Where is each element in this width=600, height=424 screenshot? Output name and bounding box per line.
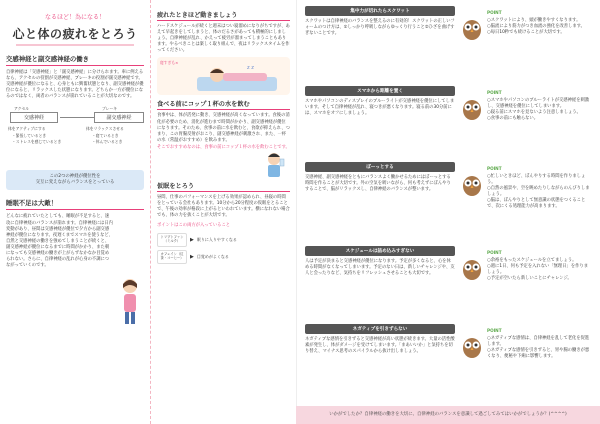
balance-callout xyxy=(6,170,144,190)
catch-copy: なるほど！為になる！ xyxy=(44,14,105,21)
point-line: ○脳流により筋力がつき血流の強化を改善します。 xyxy=(487,24,585,30)
mini-item xyxy=(157,233,290,247)
illust-caption: 寝すぎも× xyxy=(160,60,179,66)
point-line: ○忙しいときほど、ぼんやりする時間を作りましょう。 xyxy=(487,174,586,186)
point-line: ○余裕をもったスケジュールを立てましょう。 xyxy=(487,258,577,263)
section-title: 食べる前にコップ１杯の水を飲む xyxy=(157,99,290,110)
tip-body: ネガティブな感情を引きずると交感神経が高い状態が続きます。大量の活性酸素が発生し、体がダメージを受けてしまいます。「まあいいか」と気持ちを切り替え、マイナス思考のスパイラルから抜け出しましょう。 xyxy=(305,337,455,355)
tip-item xyxy=(305,6,592,82)
section-title: 仮眠をとろう xyxy=(157,181,290,192)
point-lines xyxy=(487,174,592,211)
point-line: ○毎日10秒でも続けることが大切です。 xyxy=(487,30,565,36)
mini-text: 目覚めがよくなる xyxy=(196,253,229,259)
footer-message: いかがでしたか？自律神経の働きを大切に、自律神経のバランスを意識して過ごしてみてはいかがでしょうか？(^^^^) xyxy=(296,406,600,424)
point-line: ○脳は、ぼんやりとして無意識の状態をつくることで、次にくる処理能力が高まります。 xyxy=(487,198,586,210)
sympathetic-sub: 体をアクティブにする xyxy=(8,126,46,132)
tip-item xyxy=(305,324,592,394)
accel-label: アクセル xyxy=(14,106,30,112)
owl-icon xyxy=(461,16,483,40)
point-line: ○自然の風景や、空を眺めたりしながらのんびりしましょう。 xyxy=(487,186,590,198)
tip-main xyxy=(305,6,455,82)
point-label: POINT xyxy=(487,166,502,171)
owl-icon xyxy=(461,256,483,280)
point-label: POINT xyxy=(487,90,502,95)
callout-line-1: この2つの神経が優位性を xyxy=(49,174,101,180)
tip-item xyxy=(305,86,592,158)
parasympathetic-item: ・休んでいるとき xyxy=(92,139,123,145)
section-title: 疲れたときほど動きましょう xyxy=(157,10,290,21)
tip-title-bar: スマホから距離を置く xyxy=(305,86,455,96)
sleep-section xyxy=(6,214,144,326)
point-label: ポイントはこの両方が入っていること xyxy=(157,223,231,229)
owl-icon xyxy=(461,172,483,196)
title-underline xyxy=(16,44,134,46)
column-middle xyxy=(150,0,296,424)
point-line: ○スマホやパソコンのブルーライトが交感神経を刺激し、交感神経を優位にしてしまいます。 xyxy=(487,98,590,110)
section-body: 自律神経は「交感神経」と「副交感神経」に分けられます。車に例えるなら、アクセルの役割が交感神経、ブレーキの役割が副交感神経です。交感神経が優位になると、心身ともに興奮状態となり、副交感神経が優位になると、リラックスした状態になります。どちらか一方が優位になるのではなく、両者のバランスが崩れていることが大切なのです。 xyxy=(6,70,144,100)
point-line: ○ネガティブな感情は、自律神経を乱して老化を促進します。 xyxy=(487,336,590,348)
arrow-icon: ▶ xyxy=(190,236,194,243)
tip-title-bar: スケジュールは詰め込みすぎない xyxy=(305,246,455,256)
tip-main xyxy=(305,162,455,242)
woman-illustration xyxy=(116,276,144,326)
tip-item xyxy=(305,162,592,242)
tip-point xyxy=(461,6,592,82)
tip-point xyxy=(461,162,592,242)
point-lines xyxy=(487,336,592,360)
sympathetic-box: 交感神経 xyxy=(10,112,58,123)
section-note: そこでおすすめなのは、食事の前にコップ１杯の水を飲むことです。 xyxy=(157,144,290,150)
sleeping-illustration xyxy=(157,57,290,95)
point-label: POINT xyxy=(487,328,502,333)
point-label: POINT xyxy=(487,250,502,255)
column-left xyxy=(0,0,150,424)
page-title: 心と体の疲れをとろう xyxy=(12,27,138,41)
point-line: ○予定が空いたら新しいことにチャレンジ。 xyxy=(487,276,572,282)
point-lines xyxy=(487,18,592,36)
tip-point xyxy=(461,246,592,320)
parasympathetic-sub: 体をリラックスさせる xyxy=(86,126,124,132)
column-right xyxy=(296,0,600,424)
point-line: ○寝る前にスマホを見ないよう注意しましょう。 xyxy=(487,110,581,116)
tip-body: 交感神経、副交感神経をともにバランスよく働かせるためにはぼーっとする時間を作ることが大切です。外の空気を吸いながら、何も考えずにぼんやりすることで、脳がリラックスし、自律神経のバランスが整います。 xyxy=(305,175,451,193)
point-line: ○週に1日、何も予定を入れない「無理日」を作りましょう。 xyxy=(487,264,589,276)
nerve-diagram xyxy=(6,106,144,164)
tip-main xyxy=(305,324,455,394)
mini-card: トリプトファン（ミルク） xyxy=(157,233,187,247)
svg-text:z z: z z xyxy=(247,65,254,72)
mini-text: 眠りに入りやすくなる xyxy=(196,236,237,242)
tip-body: スマホやパソコンのディスプレイのブルーライトが交感神経を優位にしてしまいます。そして自律神経が乱れ、寝つきが悪くなります。寝る前の30分前には、スマホをオフにしましょう。 xyxy=(305,99,455,117)
section-title: 交感神経と副交感神経の働き xyxy=(6,54,144,66)
section-body: ハードスケジュールが続くと週末はつい寝溜めになりがちですが、あえて早起きをしてしまうと、体のだるさがあっても積極的にしましょう。自律神経が乱れ、かえって疲労が溜まってしまうこともあります。やるべきことは楽しく取り組んで、夜はリラックスタイムを作ってください。 xyxy=(157,24,290,54)
tip-title-bar: ネガティブを引きずらない xyxy=(305,324,455,334)
point-lines xyxy=(487,98,592,122)
point-lines xyxy=(487,258,592,282)
tip-point xyxy=(461,86,592,158)
arrow-icon: ▶ xyxy=(190,253,194,260)
tip-main xyxy=(305,86,455,158)
tips-list xyxy=(305,6,592,394)
point-label: POINT xyxy=(487,10,502,15)
sympathetic-item: ・ストレスを感じているとき xyxy=(12,139,62,145)
owl-icon xyxy=(461,96,483,120)
drinking-illustration xyxy=(157,151,290,177)
mini-item xyxy=(157,250,290,264)
connector-arrow xyxy=(60,117,94,118)
section-body: 食事中は、体が活発に動き、交感神経が高くなっています。食後の消化が必要のため、消化が進むまで時間がかかり、副交感神経が優位になります。そのため、食事の前に水を飲むと、食欲が抑えられ、つまり、この胃腸反射がおこり、副交感神経が刺激され、また、一杯の水（常温がおすすめ）を飲みます。 xyxy=(157,113,290,143)
point-line: ○食事の前にも触らない。 xyxy=(487,116,539,122)
mini-card: カフェイン（紅茶・コーヒー） xyxy=(157,250,187,264)
tip-body: スクワットは自律神経のバランスを整えるのに有効的！スクワットの正しいフォームのつけ方は、①しっかり呼吸しながらゆっくり行うこと②ひざを曲げすぎないことです。 xyxy=(305,19,455,37)
tip-item xyxy=(305,246,592,320)
tip-point xyxy=(461,324,592,394)
section-body: 昼間、仕事のパフォーマンスを上げる効果が認められ、昼寝の時間をとっている会社もあります。10分から20分程度の仮眠をとることで、午後の効率が格段に上がるといわれています。横になれない場合でも、体の力を抜くことが大切です。 xyxy=(157,195,290,219)
point-line: ○スクワットにより、頭が働きやすくなります。 xyxy=(487,18,581,23)
section-title: 睡眠不足は大敵！ xyxy=(6,198,144,210)
owl-icon xyxy=(461,334,483,358)
tip-main xyxy=(305,246,455,320)
tip-body: 人は予定が決まると交感神経が優位になります。予定が多くなると、心を休める時間がなくなってしまいます。予定のない日は、新しいチャレンジや、友人と会ったりなど、気持ちをリフレッシュさせることも大切です。 xyxy=(305,259,455,277)
section-body: どんなに疲れていたとしても、睡眠が不足すると、速攻に自律神経のバランスが崩れます。自律神経には日内変動があり、昼間は交感神経が優位で夕方から副交感神経が優位になります。夜遅くまでスマホを使うなど、自然と交感神経の働きを強めてしまうことが続くと、副交感神経が優位になるまでに時間がかかり、また朝になっても交感神経の働きが上がらずなかなか目覚められない。さらに、自律神経の乱れが心身の不調につながっていくのです。 xyxy=(6,214,113,269)
point-line: ○ネガティブな感情を引きずると、胃や腸の働きが悪くなり、便秘や下痢に影響します。 xyxy=(487,348,590,360)
brake-label: ブレーキ xyxy=(102,106,118,112)
tip-title-bar: ぼーっとする xyxy=(305,162,455,172)
sympathetic-item: ・緊張しているとき xyxy=(12,133,47,139)
parasympathetic-box: 副交感神経 xyxy=(94,112,144,123)
callout-line-2: 交互に変えながらバランスをとっている xyxy=(35,180,115,186)
parasympathetic-item: ・寝ているとき xyxy=(92,133,119,139)
tip-title-bar: 集中力が切れたらスクワット xyxy=(305,6,455,16)
